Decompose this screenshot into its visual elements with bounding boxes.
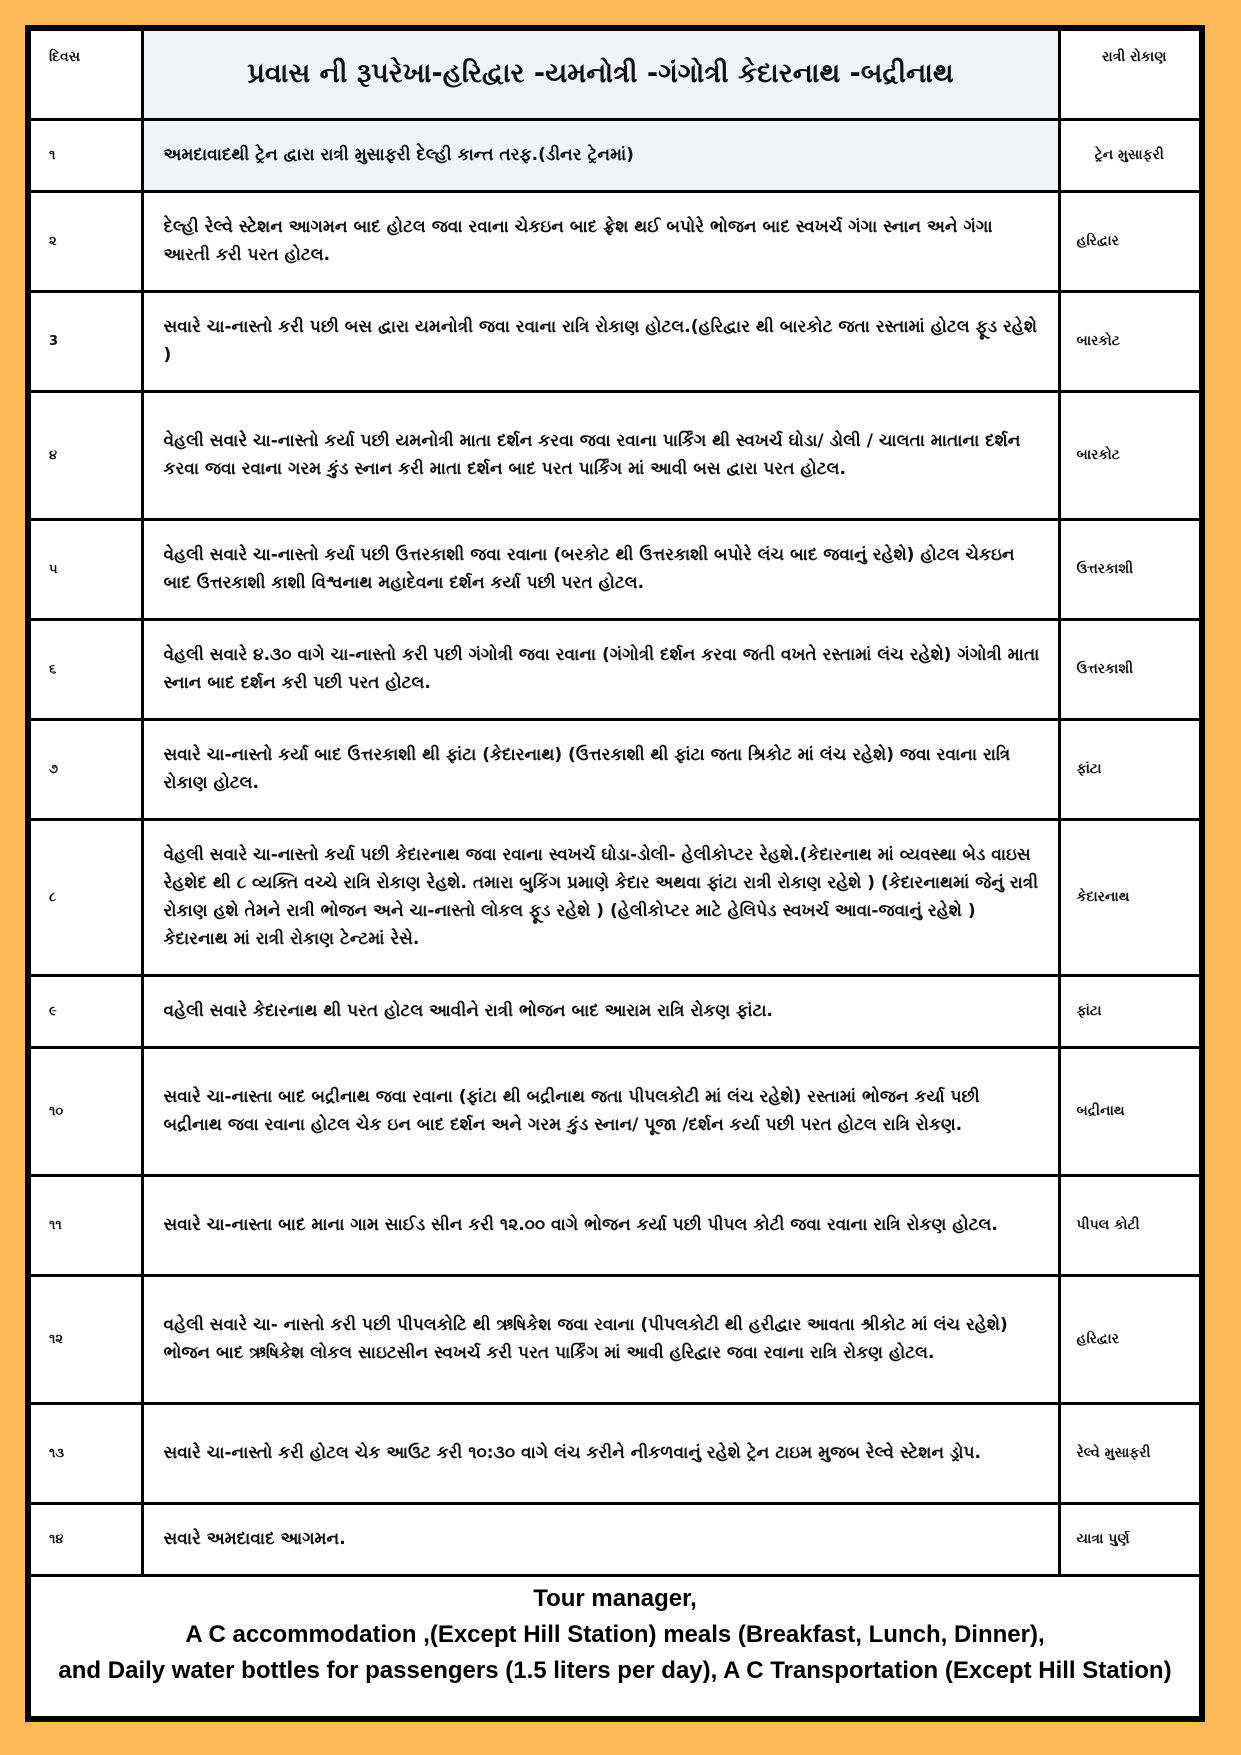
day-number-cell: ૯ (31, 975, 142, 1047)
day-number-cell: ૨ (31, 191, 142, 291)
day-description-cell: અમદાવાદથી ટ્રેન દ્વારા રાત્રી મુસાફરી દેલ્હી કાન્ત તરફ.(ડીનર ટ્રેનમાં) (142, 119, 1059, 191)
day-description-cell: સવારે ચા-નાસ્તા બાદ બદ્રીનાથ જવા રવાના (ફાંટા થી બદ્રીનાથ જતા પીપલકોટી માં લંચ રહેશે) રસ્તામાં ભોજન કર્યા પછી બદ્રીનાથ જવા રવાના હોટલ ચેક ઇન બાદ દર્શન અને ગરમ કુંડ સ્નાન/ પૂજા /દર્શન કર્યા પછી પરત હોટલ રાત્રિ રોકણ. (142, 1047, 1059, 1175)
day-number-cell: ૪ (31, 391, 142, 519)
night-stay-column-header: રાત્રી રોકાણ (1059, 31, 1199, 119)
day-description-cell: વેહલી સવારે ૪.૩૦ વાગે ચા-નાસ્તો કરી પછી ગંગોત્રી જવા રવાના (ગંગોત્રી દર્શન કરવા જતી વખતે રસ્તામાં લંચ રહેશે) ગંગોત્રી માતા સ્નાન બાદ દર્શન કરી પછી પરત હોટલ. (142, 619, 1059, 719)
day-number-cell: ૧ (31, 119, 142, 191)
itinerary-row (31, 191, 1199, 291)
day-description-cell: વેહલી સવારે ચા-નાસ્તો કર્યા પછી કેદારનાથ જવા રવાના સ્વખર્ચ ઘોડા-ડોલી- હેલીકોપ્ટર રેહશે.(કેદારનાથ માં વ્યવસ્થા બેડ વાઇસ રેહશેદ થી ૮ વ્યક્તિ વચ્ચે રાત્રિ રોકાણ રેહશે. તમારા બુકિંગ પ્રમાણે કેદાર અથવા ફાંટા રાત્રી રોકાણ રહેશે ) (કેદારનાથમાં જેનું રાત્રી રોકાણ હશે તેમને રાત્રી ભોજન અને ચા-નાસ્તો લોકલ ફૂડ રહેશે ) (હેલીકોપ્ટર માટે હેલિપેડ સ્વખર્ચ આવા-જવાનું રહેશે ) કેદારનાથ માં રાત્રી રોકાણ ટેન્ટમાં રેસે. (142, 819, 1059, 975)
night-stay-cell: ઉત્તરકાશી (1059, 519, 1199, 619)
day-number-cell: ૧૪ (31, 1503, 142, 1575)
day-number-cell: ૬ (31, 619, 142, 719)
day-number-cell: ૭ (31, 719, 142, 819)
day-number-cell: ૧૨ (31, 1275, 142, 1403)
night-stay-cell: બદ્રીનાથ (1059, 1047, 1199, 1175)
itinerary-row (31, 1175, 1199, 1275)
night-stay-cell: હરિદ્વાર (1059, 191, 1199, 291)
night-stay-cell: કેદારનાથ (1059, 819, 1199, 975)
itinerary-row (31, 519, 1199, 619)
table-header-row (31, 31, 1199, 119)
day-description-cell: સવારે અમદાવાદ આગમન. (142, 1503, 1059, 1575)
itinerary-sheet (25, 25, 1205, 1722)
day-number-cell: ૫ (31, 519, 142, 619)
day-number-cell: ૧૦ (31, 1047, 142, 1175)
footer-line-3: and Daily water bottles for passengers (1.5 liters per day), A C Transportation (Except Hill Station) (58, 1657, 1172, 1684)
night-stay-cell: ઉત્તરકાશી (1059, 619, 1199, 719)
day-description-cell: વહેલી સવારે ચા- નાસ્તો કરી પછી પીપલકોટિ થી ઋષિકેશ જવા રવાના (પીપલકોટી થી હરીદ્વાર આવતા શ્રીકોટ માં લંચ રહેશે) ભોજન બાદ ઋષિકેશ લોકલ સાઇટસીન સ્વખર્ચ કરી પરત પાર્કિંગ માં આવી હરિદ્વાર જવા રવાના રાત્રિ રોકણ હોટલ. (142, 1275, 1059, 1403)
day-number-cell: ૧૩ (31, 1403, 142, 1503)
night-stay-cell: બારકોટ (1059, 391, 1199, 519)
day-description-cell: સવારે ચા-નાસ્તા બાદ માના ગામ સાઈડ સીન કરી ૧૨.૦૦ વાગે ભોજન કર્યા પછી પીપલ કોટી જવા રવાના રાત્રિ રોકણ હોટલ. (142, 1175, 1059, 1275)
itinerary-row (31, 291, 1199, 391)
itinerary-row (31, 819, 1199, 975)
night-stay-cell: બારકોટ (1059, 291, 1199, 391)
footer-line-1: Tour manager, (533, 1585, 697, 1612)
day-description-cell: વેહલી સવારે ચા-નાસ્તો કર્યા પછી યમનોત્રી માતા દર્શન કરવા જવા રવાના પાર્કિંગ થી સ્વખર્ચ ઘોડા/ ડોલી / ચાલતા માતાના દર્શન કરવા જવા રવાના ગરમ કુંડ સ્નાન કરી માતા દર્શન બાદ પરત પાર્કિંગ માં આવી બસ દ્વારા પરત હોટલ. (142, 391, 1059, 519)
day-description-cell: સવારે ચા-નાસ્તો કર્યા બાદ ઉત્તરકાશી થી ફાંટા (કેદારનાથ) (ઉત્તરકાશી થી ફાંટા જતા શ્રિકોટ માં લંચ રહેશે) જવા રવાના રાત્રિ રોકાણ હોટલ. (142, 719, 1059, 819)
day-number-cell: 3 (31, 291, 142, 391)
itinerary-row (31, 1047, 1199, 1175)
footer-line-2: A C accommodation ,(Except Hill Station) meals (Breakfast, Lunch, Dinner), (185, 1621, 1045, 1648)
itinerary-row (31, 119, 1199, 191)
night-stay-cell: ટ્રેન મુસાફરી (1059, 119, 1199, 191)
itinerary-row (31, 975, 1199, 1047)
itinerary-table (31, 31, 1199, 1577)
night-stay-cell: હરિદ્વાર (1059, 1275, 1199, 1403)
itinerary-row (31, 719, 1199, 819)
day-column-header: દિવસ (31, 31, 142, 119)
night-stay-cell: રેલ્વે મુસાફરી (1059, 1403, 1199, 1503)
night-stay-cell: પીપલ કોટી (1059, 1175, 1199, 1275)
day-description-cell: સવારે ચા-નાસ્તો કરી હોટલ ચેક આઉટ કરી ૧૦:૩૦ વાગે લંચ કરીને નીકળવાનું રહેશે ટ્રેન ટાઇમ મુજબ રેલ્વે સ્ટેશન ડ્રોપ. (142, 1403, 1059, 1503)
night-stay-cell: ફાંટા (1059, 719, 1199, 819)
itinerary-row (31, 391, 1199, 519)
day-number-cell: ૧૧ (31, 1175, 142, 1275)
itinerary-row (31, 1503, 1199, 1575)
day-description-cell: સવારે ચા-નાસ્તો કરી પછી બસ દ્વારા યમનોત્રી જવા રવાના રાત્રિ રોકાણ હોટલ.(હરિદ્વાર થી બારકોટ જતા રસ્તામાં હોટલ ફૂડ રહેશે ) (142, 291, 1059, 391)
day-description-cell: દેલ્હી રેલ્વે સ્ટેશન આગમન બાદ હોટલ જવા રવાના ચેકઇન બાદ ફ્રેશ થઈ બપોરે ભોજન બાદ સ્વખર્ચ ગંગા સ્નાન અને ગંગા આરતી કરી પરત હોટલ. (142, 191, 1059, 291)
day-description-cell: વહેલી સવારે કેદારનાથ થી પરત હોટલ આવીને રાત્રી ભોજન બાદ આરામ રાત્રિ રોકણ ફાંટા. (142, 975, 1059, 1047)
itinerary-title: પ્રવાસ ની રૂપરેખા-હરિદ્વાર -યમનોત્રી -ગંગોત્રી કેદારનાથ -બદ્રીનાથ (142, 31, 1059, 119)
itinerary-row (31, 1275, 1199, 1403)
itinerary-row (31, 1403, 1199, 1503)
itinerary-body (31, 31, 1199, 1575)
day-description-cell: વેહલી સવારે ચા-નાસ્તો કર્યા પછી ઉત્તરકાશી જવા રવાના (બરકોટ થી ઉત્તરકાશી બપોરે લંચ બાદ જવાનું રહેશે) હોટલ ચેકઇન બાદ ઉત્તરકાશી કાશી વિશ્વનાથ મહાદેવના દર્શન કર્યા પછી પરત હોટલ. (142, 519, 1059, 619)
inclusions-footer (31, 1579, 1199, 1722)
itinerary-row (31, 619, 1199, 719)
night-stay-cell: ફાંટા (1059, 975, 1199, 1047)
night-stay-cell: યાત્રા પુર્ણ (1059, 1503, 1199, 1575)
day-number-cell: ૮ (31, 819, 142, 975)
